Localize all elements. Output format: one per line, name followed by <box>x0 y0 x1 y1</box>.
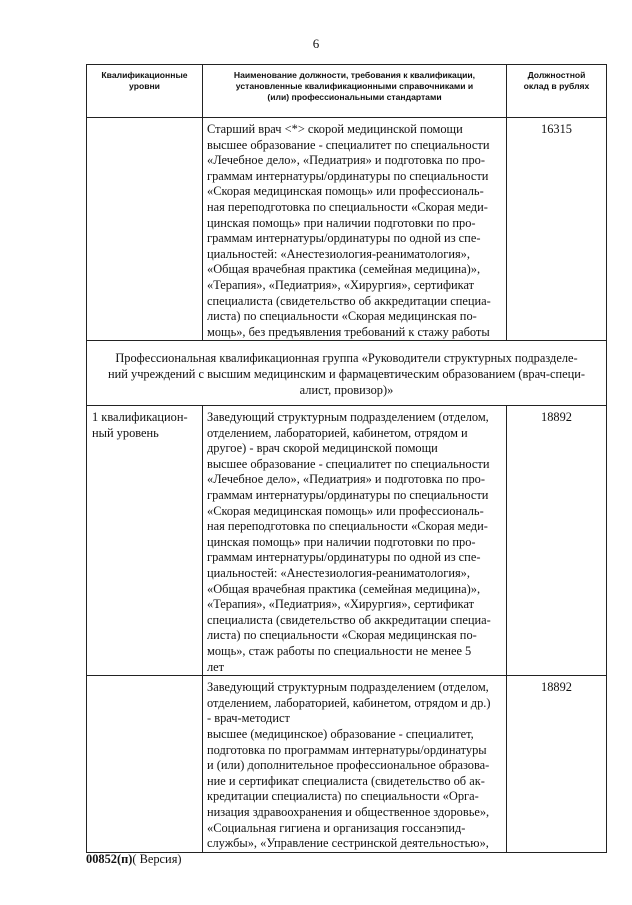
text-line: Наименование должности, требования к квалификации, <box>233 70 476 80</box>
text-line: листа) по специальности «Скорая медицинская по- <box>207 309 477 324</box>
qualification-level <box>87 406 202 441</box>
text-line: уровни <box>129 81 160 91</box>
header-levels-text <box>87 65 202 92</box>
text-line: Должностной <box>527 70 586 80</box>
text-line: отделением, лабораторией, кабинетом, отрядом и др.) <box>207 695 491 710</box>
document-code: 00852(п) <box>86 852 133 866</box>
text-line: Профессиональная квалификационная группа «Руководители структурных подразделе- <box>115 351 578 366</box>
text-line: другое) - врач скорой медицинской помощи <box>207 441 438 456</box>
text-line: высшее (медицинское) образование - специалитет, <box>207 726 474 741</box>
text-line: специалиста (свидетельство об аккредитации специа- <box>207 293 491 308</box>
text-line: граммам интернатуры/ординатуры по специальности <box>207 488 489 503</box>
text-line: отделением, лабораторией, кабинетом, отрядом и <box>207 425 468 440</box>
text-line: «Общая врачебная практика (семейная медицина)», <box>207 262 481 277</box>
text-line: низация здравоохранения и общественное здоровье», <box>207 804 490 819</box>
qualification-level-cell <box>87 676 203 853</box>
text-line: мощь», без предъявления требований к стажу работы <box>207 324 490 339</box>
position-requirements-cell <box>203 406 507 676</box>
text-line: ная переподготовка по специальности «Скорая меди- <box>207 199 488 214</box>
page-number: 6 <box>312 36 320 51</box>
text-line: алист, провизор)» <box>299 382 394 397</box>
table-header-row <box>87 65 607 118</box>
text-line: специалиста (свидетельство об аккредитации специа- <box>207 612 491 627</box>
text-line: службы», «Управление сестринской деятельностью», <box>207 836 489 851</box>
position-requirements-cell <box>203 118 507 341</box>
text-line: - врач-методист <box>207 711 290 726</box>
professional-group-cell <box>87 341 607 406</box>
header-position-text <box>203 65 506 103</box>
qualification-level <box>87 676 202 680</box>
text-line: Старший врач <*> скорой медицинской помощи <box>207 122 463 136</box>
salary-value: 16315 <box>541 122 572 136</box>
salary-table <box>86 64 607 853</box>
salary-cell <box>507 118 607 341</box>
text-line: Заведующий структурным подразделением (отделом, <box>207 410 489 425</box>
text-line: лет <box>207 659 225 674</box>
qualification-level <box>87 118 202 122</box>
document-version: ( Версия) <box>132 852 182 866</box>
group-row <box>87 341 607 406</box>
document-footer <box>86 852 182 867</box>
qualification-level-cell <box>87 406 203 676</box>
text-line: граммам интернатуры/ординатуры по специальности <box>207 168 489 183</box>
text-line: «Лечебное дело», «Педиатрия» и подготовка по про- <box>207 153 485 168</box>
text-line: цинская помощь» при наличии подготовки по про- <box>207 215 476 230</box>
text-line: граммам интернатуры/ординатуры по одной из спе- <box>207 550 481 565</box>
text-line: высшее образование - специалитет по специальности <box>207 456 490 471</box>
text-line: оклад в рублях <box>523 81 590 91</box>
text-line: ние и сертификат специалиста (свидетельство об ак- <box>207 773 485 788</box>
text-line: и (или) дополнительное профессиональное образова- <box>207 758 490 773</box>
text-line: «Терапия», «Педиатрия», «Хирургия», сертификат <box>207 277 475 292</box>
text-line: «Скорая медицинская помощь» или профессиональ- <box>207 503 484 518</box>
text-line: циальностей: «Анестезиология-реаниматология», <box>207 566 470 581</box>
text-line: (или) профессиональными стандартами <box>267 92 442 102</box>
text-line: «Общая врачебная практика (семейная медицина)», <box>207 581 481 596</box>
text-line: ная переподготовка по специальности «Скорая меди- <box>207 519 488 534</box>
position-requirements <box>203 118 506 340</box>
text-line: кредитации специалиста) по специальности «Орга- <box>207 789 479 804</box>
header-levels <box>87 65 203 118</box>
text-line: высшее образование - специалитет по специальности <box>207 137 490 152</box>
text-line: «Скорая медицинская помощь» или профессиональ- <box>207 184 484 199</box>
position-requirements-cell <box>203 676 507 853</box>
table-row <box>87 676 607 853</box>
salary-value: 18892 <box>541 410 572 425</box>
text-line: мощь», стаж работы по специальности не менее 5 <box>207 644 472 658</box>
text-line: Заведующий структурным подразделением (отделом, <box>207 680 489 695</box>
text-line: цинская помощь» при наличии подготовки по про- <box>207 534 476 549</box>
position-requirements <box>203 676 506 852</box>
text-line: ний учреждений с высшим медицинским и фармацевтическим образованием (врач-специ- <box>108 366 585 381</box>
text-line: «Социальная гигиена и организация госсанэпид- <box>207 820 466 835</box>
header-salary <box>507 65 607 118</box>
salary-cell <box>507 676 607 853</box>
text-line: граммам интернатуры/ординатуры по одной из спе- <box>207 231 481 246</box>
text-line: «Терапия», «Педиатрия», «Хирургия», сертификат <box>207 597 475 612</box>
header-position <box>203 65 507 118</box>
text-line: Квалификационные <box>101 70 188 80</box>
text-line: 1 квалификацион- <box>92 410 188 425</box>
text-line: подготовка по программам интернатуры/ординатуры <box>207 742 487 757</box>
qualification-level-cell <box>87 118 203 341</box>
position-requirements <box>203 406 506 675</box>
text-line: листа) по специальности «Скорая медицинская по- <box>207 628 477 643</box>
text-line: установленные квалификационными справочниками и <box>235 81 474 91</box>
salary-value: 18892 <box>541 680 572 695</box>
header-salary-text <box>507 65 606 92</box>
table-row <box>87 118 607 341</box>
text-line: ный уровень <box>92 425 159 440</box>
table-row <box>87 406 607 676</box>
text-line: «Лечебное дело», «Педиатрия» и подготовка по про- <box>207 472 485 487</box>
text-line: циальностей: «Анестезиология-реаниматология», <box>207 246 470 261</box>
professional-group-title <box>87 341 606 405</box>
salary-cell <box>507 406 607 676</box>
